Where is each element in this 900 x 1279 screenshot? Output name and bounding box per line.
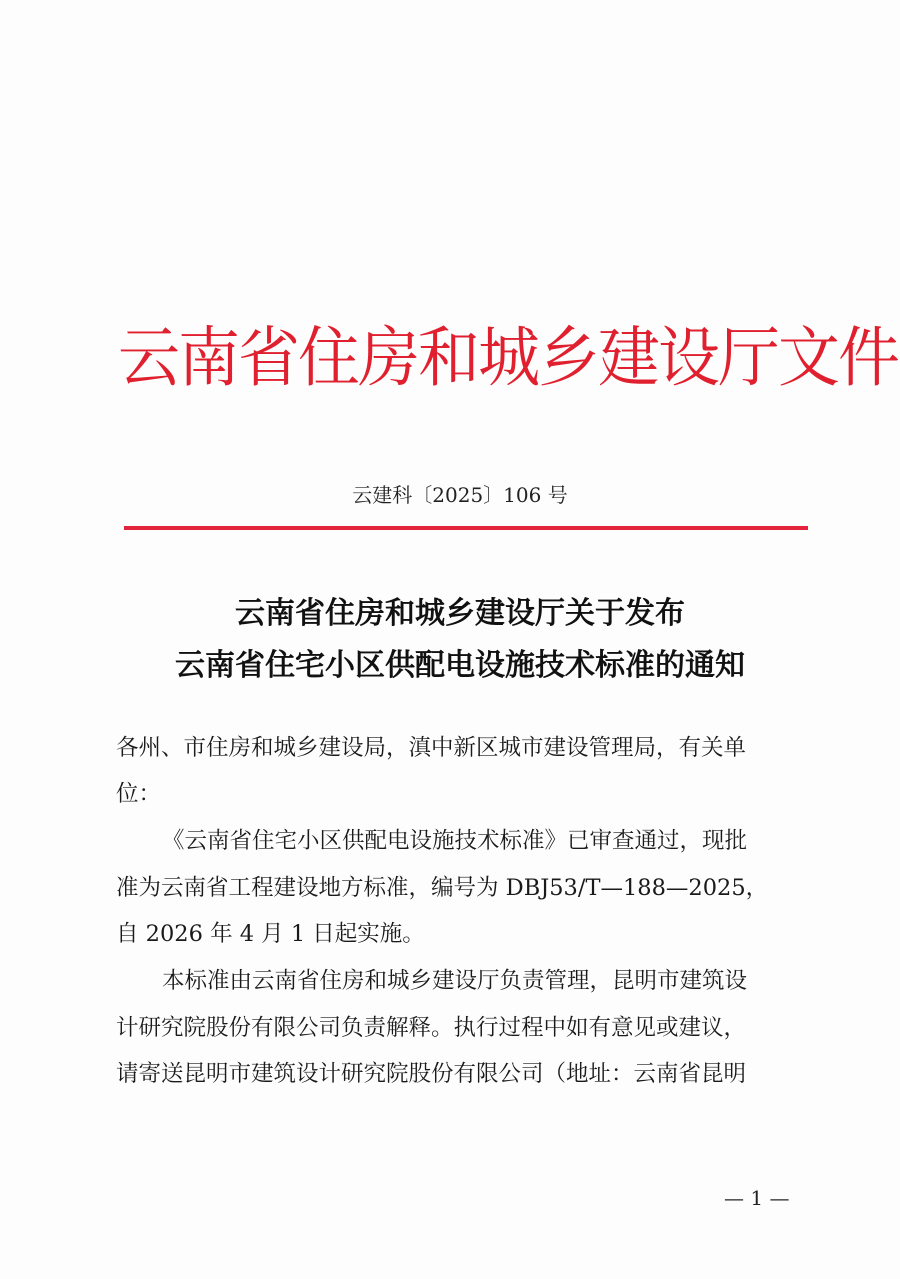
notice-title-line-2: 云南省住宅小区供配电设施技术标准的通知 (175, 648, 745, 683)
paragraph-2-line-1: 本标准由云南省住房和城乡建设厅负责管理，昆明市建筑设 (162, 968, 748, 994)
masthead-title: 云南省住房和城乡建设厅文件 (118, 319, 899, 396)
document-number: 云建科〔2025〕106 号 (352, 483, 568, 507)
page-number: — 1 — (724, 1186, 790, 1210)
addressee-line-1: 各州、市住房和城乡建设局，滇中新区城市建设管理局，有关单 (116, 735, 747, 761)
red-divider-line (124, 526, 808, 530)
paragraph-1-line-2: 准为云南省工程建设地方标准，编号为 DBJ53/T—188—2025， (116, 875, 769, 901)
notice-title-line-1: 云南省住房和城乡建设厅关于发布 (235, 596, 685, 631)
paragraph-2-line-2: 计研究院股份有限公司负责解释。执行过程中如有意见或建议， (116, 1015, 747, 1041)
paragraph-1-line-1: 《云南省住宅小区供配电设施技术标准》已审查通过，现批 (162, 828, 748, 854)
paragraph-1-line-3: 自 2026 年 4 月 1 日起实施。 (116, 921, 425, 947)
addressee-line-2: 位： (116, 781, 162, 807)
paragraph-2-line-3: 请寄送昆明市建筑设计研究院股份有限公司（地址：云南省昆明 (116, 1061, 747, 1087)
